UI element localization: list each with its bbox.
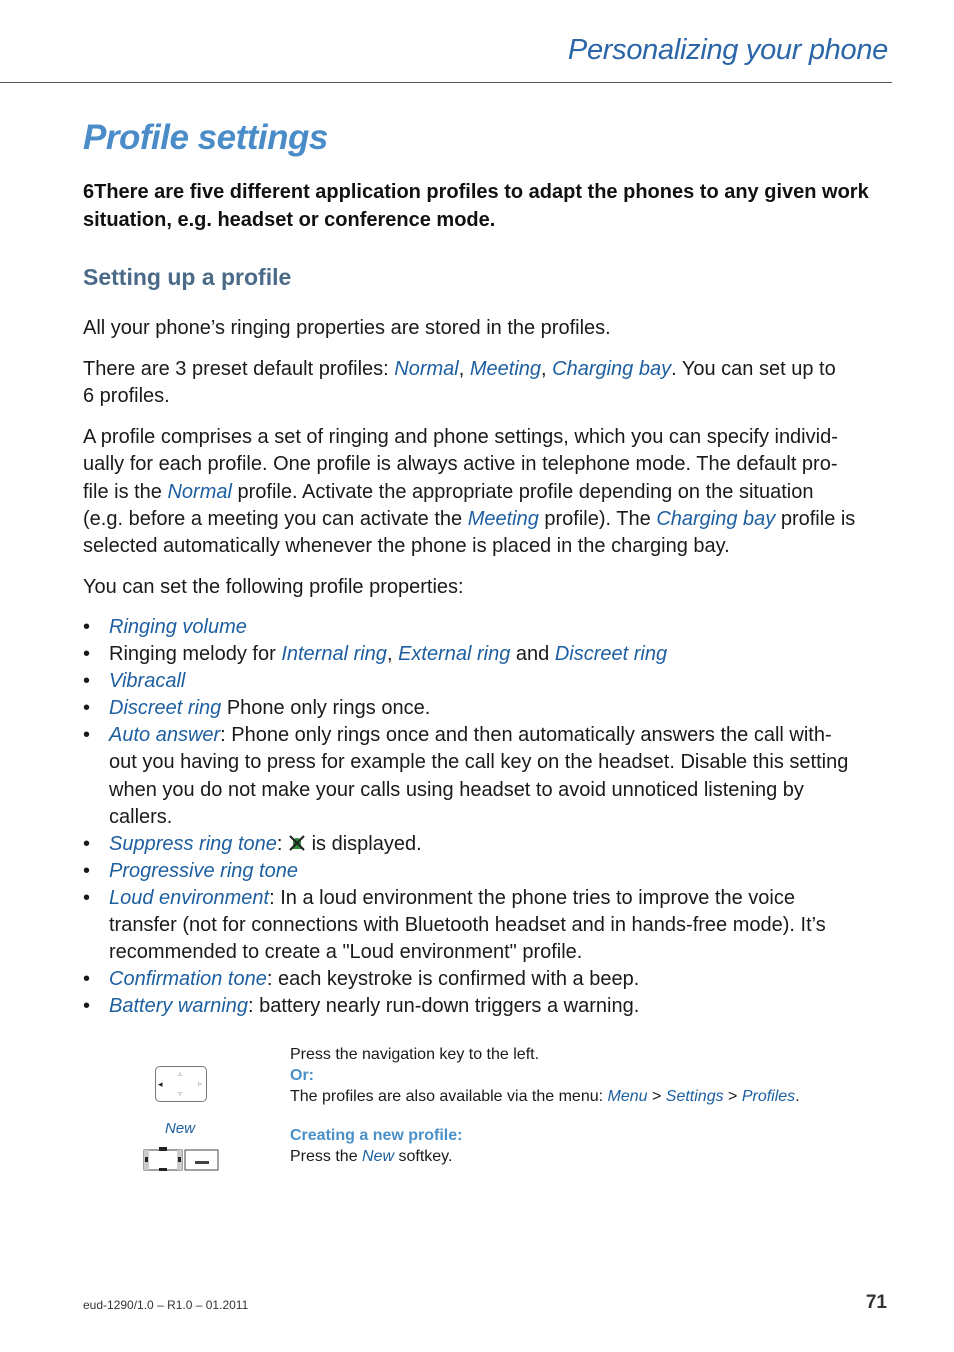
list-item: • Loud environment: In a loud environment the phone tries to improve the voice transfer (not for connections with Bluetooth headset and in hands-free mode). It’s recommended to create a "Loud environment" profile. bbox=[83, 886, 826, 964]
running-header: Personalizing your phone bbox=[567, 34, 888, 66]
intro-paragraph: 6There are five different application profiles to adapt the phones to any given work situation, e.g. headset or conference mode. bbox=[83, 181, 869, 231]
page-title: Profile settings bbox=[83, 118, 328, 157]
profile-properties-list bbox=[83, 614, 891, 1020]
link-meeting: Meeting bbox=[469, 358, 542, 380]
page-number: 71 bbox=[865, 1292, 887, 1313]
header-divider bbox=[0, 82, 892, 83]
muted-bell-icon bbox=[288, 834, 306, 852]
softkey-label: New bbox=[165, 1120, 196, 1137]
list-item: • Confirmation tone: each keystroke is confirmed with a beep. bbox=[83, 968, 640, 991]
paragraph-properties-intro: You can set the following profile properties: bbox=[83, 576, 464, 598]
section-heading: Setting up a profile bbox=[83, 264, 292, 290]
footer-doc-id: eud-1290/1.0 – R1.0 – 01.2011 bbox=[83, 1298, 249, 1312]
link-charging-bay: Charging bay bbox=[552, 358, 672, 380]
paragraph-default-profiles: There are 3 preset default profiles: Normal, Meeting, Charging bay. You can set up to 6 profiles. bbox=[83, 358, 836, 408]
paragraph-profile-description: A profile comprises a set of ringing and phone settings, which you can specify individ- ually for each profile. One profile is always active in telephone mode. The default pro- file is the Normal profile. Activate the appropriate profile depending on the situation (e.g. before a meeting you can activate the Meeting profile). The Charging bay profile is selected automatically whenever the phone is placed in the charging bay. bbox=[83, 426, 856, 558]
instruction-or-label: Or: bbox=[290, 1067, 314, 1084]
link-normal: Normal bbox=[394, 358, 459, 380]
instruction-press-new: Press the New softkey. bbox=[290, 1148, 453, 1165]
list-item: • Battery warning: battery nearly run-down triggers a warning. bbox=[83, 995, 640, 1018]
instruction-creating-label: Creating a new profile: bbox=[290, 1127, 463, 1144]
list-item: • Vibracall bbox=[83, 670, 186, 693]
list-item: • Ringing melody for Internal ring, External ring and Discreet ring bbox=[83, 643, 668, 666]
navigation-key-icon: ▵ ▿ ◂ ▹ bbox=[155, 1066, 207, 1102]
list-item: • Auto answer: Phone only rings once and then automatically answers the call with- out you having to press for example the call key on the headset. Disable this setting when you do not make your calls using headset to avoid unnoticed listening by callers. bbox=[83, 724, 849, 828]
softkey-icon bbox=[143, 1146, 219, 1172]
list-item: • Discreet ring Phone only rings once. bbox=[83, 697, 431, 720]
list-item: • Ringing volume bbox=[83, 616, 247, 638]
list-item: • Progressive ring tone bbox=[83, 859, 298, 882]
list-item: • Suppress ring tone: is displayed. bbox=[83, 832, 422, 855]
instruction-nav-left: Press the navigation key to the left. bbox=[290, 1046, 540, 1063]
instruction-menu-path: The profiles are also available via the menu: Menu > Settings > Profiles. bbox=[290, 1088, 800, 1105]
paragraph-profiles-storage: All your phone’s ringing properties are stored in the profiles. bbox=[83, 317, 611, 339]
